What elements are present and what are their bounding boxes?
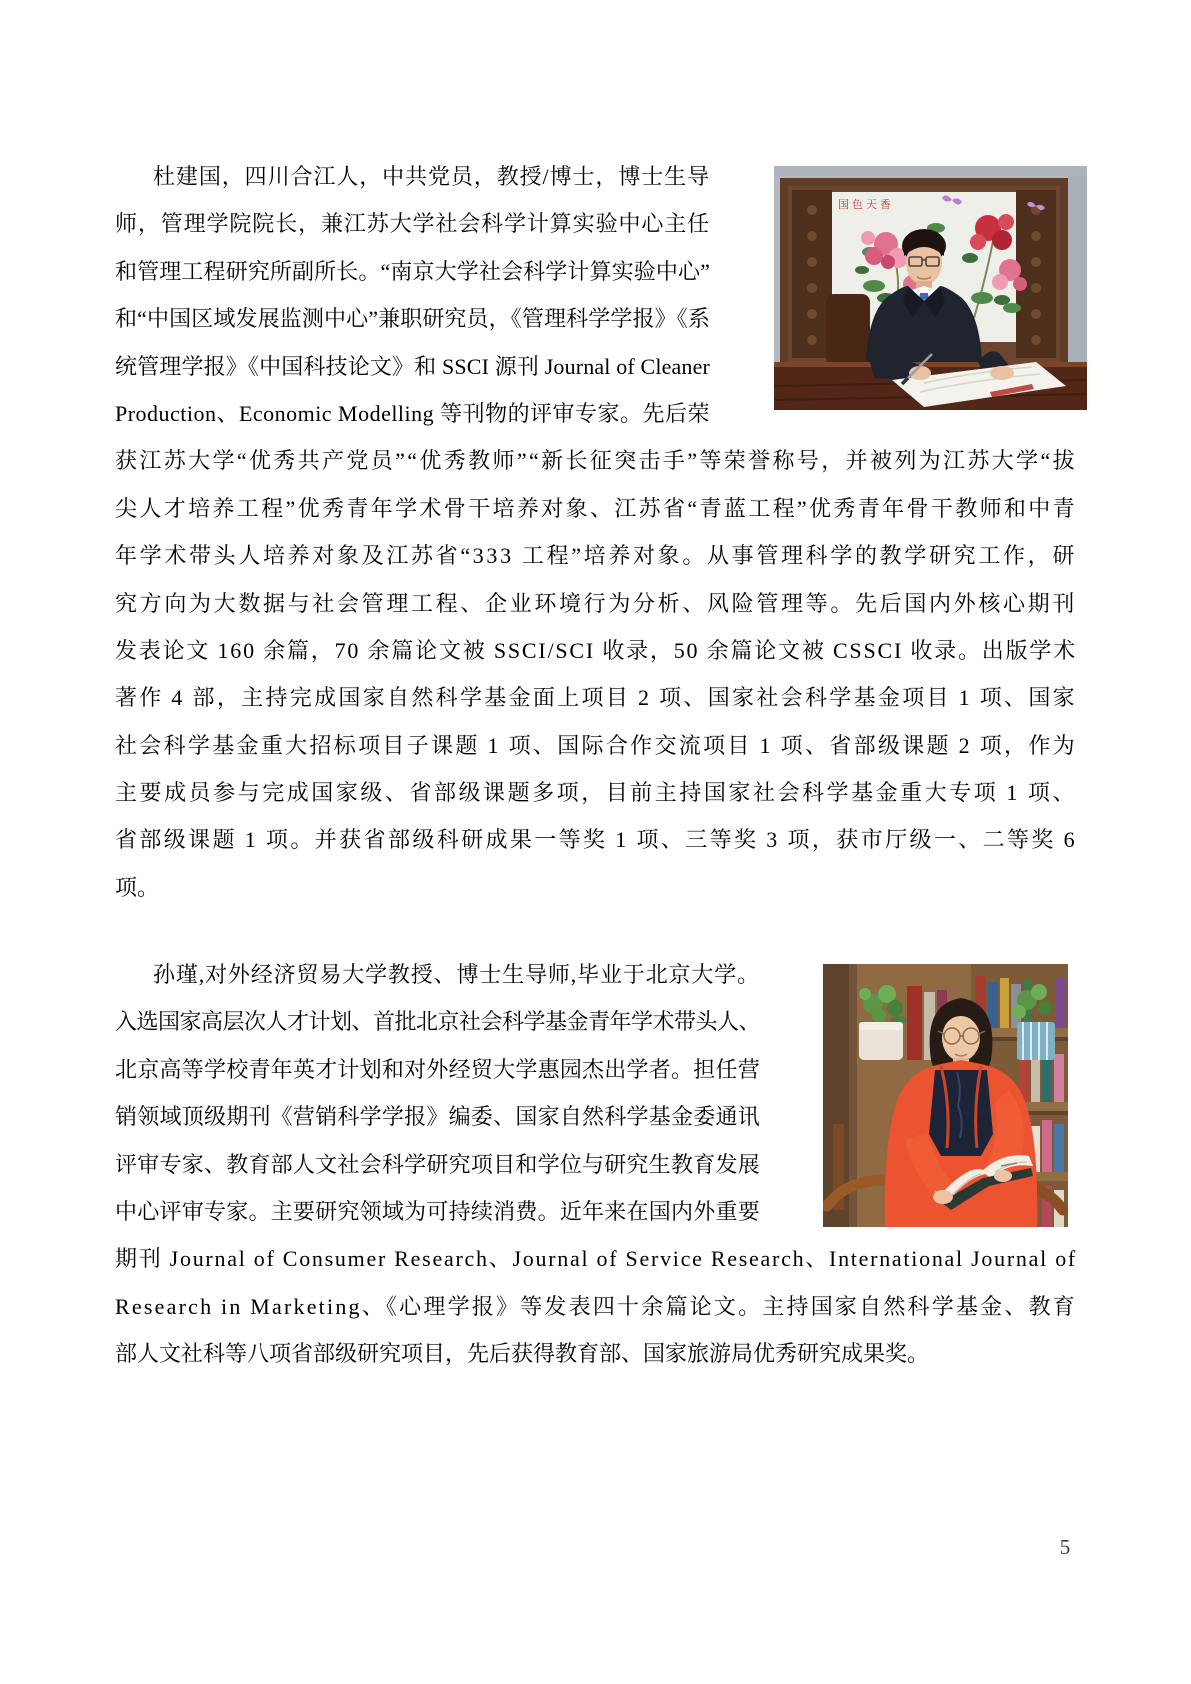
- text-line: 社会科学基金重大招标项目子课题 1 项、国际合作交流项目 1 项、省部级课题 2 项，作为: [115, 732, 1077, 758]
- text-line: 北京高等学校青年英才计划和对外经贸大学惠园杰出学者。担任营: [115, 1056, 760, 1082]
- text-line: 期刊 Journal of Consumer Research、Journal of Service Research、International Journal of: [115, 1246, 1077, 1272]
- text-line: 省部级课题 1 项。并获省部级科研成果一等奖 1 项、三等奖 3 项，获市厅级一、二等奖 6: [115, 827, 1077, 853]
- text-line: 尖人才培养工程”优秀青年学术骨干培养对象、江苏省“青蓝工程”优秀青年骨干教师和中青: [115, 495, 1077, 521]
- text-line: Research in Marketing、《心理学报》等发表四十余篇论文。主持国家自然科学基金、教育: [115, 1293, 1077, 1319]
- text-line: 发表论文 160 余篇，70 余篇论文被 SSCI/SCI 收录，50 余篇论文被 CSSCI 收录。出版学术: [115, 637, 1077, 663]
- text-line: 师，管理学院院长，兼江苏大学社会科学计算实验中心主任: [115, 211, 710, 237]
- chair-back: [826, 294, 870, 366]
- text-line: 杜建国，四川合江人，中共党员，教授/博士，博士生导: [153, 164, 710, 189]
- photo-sun-illustration: [823, 964, 1068, 1227]
- text-line: 入选国家高层次人才计划、首批北京社会科学基金青年学术带头人、: [115, 1009, 760, 1035]
- text-line: 获江苏大学“优秀共产党员”“优秀教师”“新长征突击手”等荣誉称号，并被列为江苏大学“拔: [115, 448, 1077, 474]
- photo-sun-jin: [823, 964, 1068, 1227]
- text-line: 项。: [115, 874, 160, 900]
- text-line: 孙瑾,对外经济贸易大学教授、博士生导师,毕业于北京大学。: [153, 962, 760, 987]
- photo-du-illustration: [774, 166, 1087, 410]
- text-line: Production、Economic Modelling 等刊物的评审专家。先后荣: [115, 400, 710, 426]
- text-line: 销领域顶级期刊《营销科学学报》编委、国家自然科学基金委通讯: [115, 1104, 760, 1130]
- text-line: 统管理学报》《中国科技论文》和 SSCI 源刊 Journal of Cleaner: [115, 353, 710, 379]
- text-line: 部人文社科等八项省部级研究项目，先后获得教育部、国家旅游局优秀研究成果奖。: [115, 1341, 930, 1367]
- text-line: 和管理工程研究所副所长。“南京大学社会科学计算实验中心”: [115, 258, 710, 284]
- text-line: 究方向为大数据与社会管理工程、企业环境行为分析、风险管理等。先后国内外核心期刊: [115, 590, 1077, 616]
- screen-calligraphy-text: 国色天香: [838, 199, 894, 211]
- text-line: 著作 4 部，主持完成国家自然科学基金面上项目 2 项、国家社会科学基金项目 1 项、国家: [115, 685, 1077, 711]
- text-line: 年学术带头人培养对象及江苏省“333 工程”培养对象。从事管理科学的教学研究工作，研: [115, 543, 1077, 569]
- page-number: 5: [1059, 1535, 1071, 1559]
- photo-du-jianguo: [774, 166, 1087, 410]
- text-line: 中心评审专家。主要研究领域为可持续消费。近年来在国内外重要: [115, 1198, 760, 1224]
- text-line: 和“中国区域发展监测中心”兼职研究员，《管理科学学报》《系: [115, 306, 710, 332]
- text-line: 主要成员参与完成国家级、省部级课题多项，目前主持国家社会科学基金重大专项 1 项、: [115, 780, 1077, 806]
- text-line: 评审专家、教育部人文社会科学研究项目和学位与研究生教育发展: [115, 1151, 760, 1177]
